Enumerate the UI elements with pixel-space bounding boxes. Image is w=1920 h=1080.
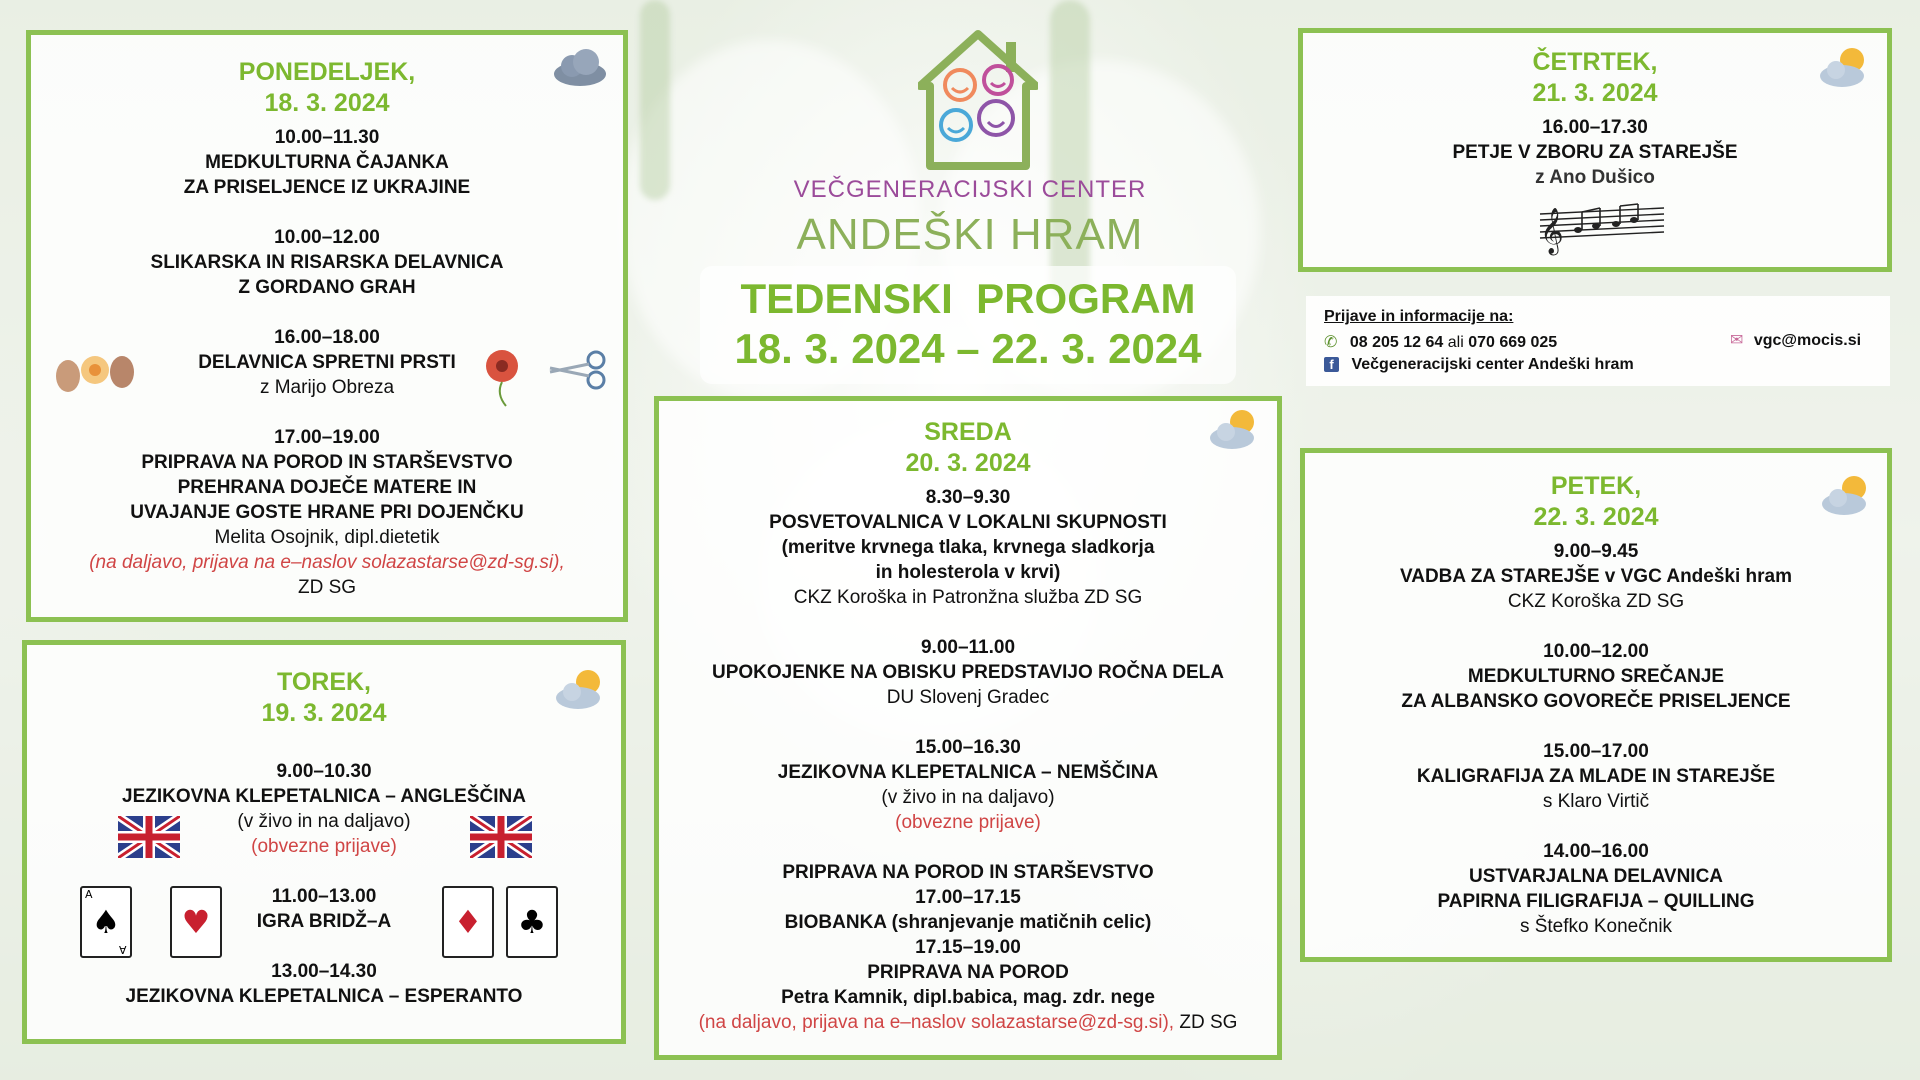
club-card-icon: ♣: [506, 886, 558, 958]
flower-thread-icon: [480, 346, 524, 408]
friday-event-4: [1305, 839, 1887, 939]
event-time: 16.00–17.30: [1542, 117, 1648, 138]
phone-number-2[interactable]: 070 669 025: [1468, 334, 1558, 351]
friday-event-2: [1305, 639, 1887, 714]
event-time: 14.00–16.00: [1543, 841, 1649, 862]
sun-cloud-icon: [1818, 470, 1878, 520]
event-title: BIOBANKA (shranjevanje matičnih celic): [784, 912, 1152, 933]
monday-event-2: [31, 225, 623, 300]
event-time: 15.00–16.30: [915, 737, 1021, 758]
event-title: PAPIRNA FILIGRAFIJA – QUILLING: [1437, 891, 1755, 912]
logo-line2: ANDEŠKI HRAM: [796, 210, 1144, 259]
svg-text:𝄞: 𝄞: [1540, 208, 1564, 254]
event-title: ZA ALBANSKO GOVOREČE PRISELJENCE: [1401, 691, 1791, 712]
event-time: 16.00–18.00: [274, 327, 380, 348]
wednesday-event-2: [659, 635, 1277, 710]
sun-cloud-icon: [552, 664, 612, 714]
tuesday-event-3: [27, 959, 621, 1009]
phone-separator: ali: [1447, 334, 1464, 351]
spade-card-icon: A ♠ A: [80, 886, 132, 958]
music-notes-icon: [1534, 200, 1668, 256]
event-host: z Marijo Obreza: [259, 377, 395, 398]
thursday-event-1: [1303, 115, 1887, 190]
heart-card-icon: ♥: [170, 886, 222, 958]
event-host: z Ano Dušico: [1535, 167, 1655, 188]
program-title-line1: TEDENSKI PROGRAM: [740, 275, 1196, 322]
uk-flag-icon: [118, 816, 180, 858]
event-title: KALIGRAFIJA ZA MLADE IN STAREJŠE: [1416, 766, 1776, 787]
monday-event-4: [31, 425, 623, 600]
tuesday-box: [22, 640, 626, 1044]
wednesday-date: 20. 3. 2024: [905, 449, 1031, 477]
event-title: JEZIKOVNA KLEPETALNICA – NEMŠČINA: [777, 762, 1159, 783]
event-time: 10.00–11.30: [274, 127, 380, 148]
event-time: 13.00–14.30: [271, 961, 377, 982]
event-time: 11.00–13.00: [271, 886, 377, 907]
mail-icon: ✉: [1730, 330, 1744, 349]
monday-event-1: [31, 125, 623, 200]
event-note: (na daljavo, prijava na e–naslov solazastarse@zd-sg.si),: [89, 552, 565, 573]
monday-day: PONEDELJEK,: [238, 58, 416, 86]
event-time: 17.00–17.15: [915, 887, 1021, 908]
event-organizer: CKZ Koroška ZD SG: [1507, 591, 1685, 612]
email-link[interactable]: vgc@mocis.si: [1753, 332, 1862, 349]
friday-event-1: [1305, 539, 1887, 614]
event-title: PETJE V ZBORU ZA STAREJŠE: [1452, 142, 1738, 163]
friday-event-3: [1305, 739, 1887, 814]
event-title: (meritve krvnega tlaka, krvnega sladkorja: [781, 537, 1155, 558]
facebook-row: [1324, 356, 1634, 374]
thursday-date: 21. 3. 2024: [1532, 79, 1658, 107]
sun-cloud-icon: [1206, 404, 1266, 454]
event-title: IGRA BRIDŽ–A: [256, 911, 392, 932]
event-host: Melita Osojnik, dipl.dietetik: [214, 527, 440, 548]
event-note: (obvezne prijave): [895, 812, 1041, 833]
event-mode: (v živo in na daljavo): [237, 811, 411, 832]
event-title: MEDKULTURNA ČAJANKA: [205, 152, 449, 173]
event-host: s Štefko Konečnik: [1519, 916, 1673, 937]
facebook-link[interactable]: Večgeneracijski center Andeški hram: [1351, 356, 1634, 373]
event-time: 15.00–17.00: [1543, 741, 1649, 762]
event-title: POSVETOVALNICA V LOKALNI SKUPNOSTI: [769, 512, 1167, 533]
flower-hands-icon: [54, 346, 136, 396]
scissors-icon: [546, 350, 608, 390]
wednesday-event-3: [659, 735, 1277, 835]
event-organizer: CKZ Koroška in Patronžna služba ZD SG: [793, 587, 1143, 608]
diamond-card-icon: ♦: [442, 886, 494, 958]
program-title-dates: 18. 3. 2024 – 22. 3. 2024: [734, 325, 1202, 372]
card-rank: A: [119, 943, 127, 956]
event-title: MEDKULTURNO SREČANJE: [1467, 666, 1725, 687]
program-title: [700, 266, 1236, 384]
contact-heading: Prijave in informacije na:: [1324, 308, 1514, 325]
event-title: JEZIKOVNA KLEPETALNICA – ANGLEŠČINA: [122, 786, 526, 807]
event-title: PRIPRAVA NA POROD IN STARŠEVSTVO: [141, 452, 513, 473]
event-title: PRIPRAVA NA POROD: [867, 962, 1069, 983]
event-title: ZA PRISELJENCE IZ UKRAJINE: [183, 177, 471, 198]
sun-cloud-icon: [1816, 42, 1876, 92]
event-title: UVAJANJE GOSTE HRANE PRI DOJENČKU: [130, 502, 524, 523]
event-title: in holesterola v krvi): [875, 562, 1061, 583]
wednesday-event-1: [659, 485, 1277, 610]
event-note-row: [659, 1010, 1277, 1035]
event-note: (na daljavo, prijava na e–naslov solazastarse@zd-sg.si),: [698, 1012, 1175, 1033]
event-mode: (v živo in na daljavo): [881, 787, 1055, 808]
event-time: 8.30–9.30: [925, 487, 1011, 508]
event-title: Z GORDANO GRAH: [238, 277, 416, 298]
event-time: 9.00–11.00: [920, 637, 1016, 658]
contact-info: [1306, 296, 1890, 386]
wednesday-day: SREDA: [924, 418, 1012, 446]
event-title: VADBA ZA STAREJŠE v VGC Andeški hram: [1399, 566, 1793, 587]
event-organizer: ZD SG: [1174, 1012, 1238, 1033]
logo-line1: VEČGENERACIJSKI CENTER: [793, 176, 1147, 203]
event-note: (obvezne prijave): [251, 836, 397, 857]
wednesday-event-4: [659, 860, 1277, 1035]
monday-box: [26, 30, 628, 622]
thursday-day: ČETRTEK,: [1532, 48, 1658, 76]
friday-date: 22. 3. 2024: [1533, 503, 1659, 531]
event-organizer: ZD SG: [297, 577, 357, 598]
house-logo-icon: [918, 30, 1038, 170]
cloud-icon: [550, 42, 610, 92]
friday-day: PETEK,: [1550, 472, 1642, 500]
email-row: [1730, 330, 1861, 350]
monday-date: 18. 3. 2024: [264, 89, 390, 117]
card-rank: A: [85, 888, 93, 901]
event-title: JEZIKOVNA KLEPETALNICA – ESPERANTO: [125, 986, 523, 1007]
event-title: DELAVNICA SPRETNI PRSTI: [198, 352, 456, 373]
phone-number-1[interactable]: 08 205 12 64: [1349, 334, 1444, 351]
event-time: 10.00–12.00: [1543, 641, 1649, 662]
event-time: 10.00–12.00: [274, 227, 380, 248]
event-time: 17.00–19.00: [274, 427, 380, 448]
event-title: SLIKARSKA IN RISARSKA DELAVNICA: [150, 252, 504, 273]
phone-row: [1324, 332, 1557, 352]
event-title: PRIPRAVA NA POROD IN STARŠEVSTVO: [782, 862, 1154, 883]
event-host: Petra Kamnik, dipl.babica, mag. zdr. nege: [781, 987, 1155, 1008]
wednesday-box: [654, 396, 1282, 1060]
event-host: s Klaro Virtič: [1542, 791, 1650, 812]
facebook-icon: f: [1324, 357, 1339, 372]
tuesday-date: 19. 3. 2024: [261, 699, 387, 727]
friday-box: [1300, 448, 1892, 962]
phone-icon: ✆: [1324, 332, 1338, 351]
event-time: 9.00–10.30: [276, 761, 372, 782]
event-title: UPOKOJENKE NA OBISKU PREDSTAVIJO ROČNA DELA: [712, 662, 1224, 683]
uk-flag-icon: [470, 816, 532, 858]
event-organizer: DU Slovenj Gradec: [886, 687, 1050, 708]
event-time: 17.15–19.00: [915, 937, 1021, 958]
tuesday-day: TOREK,: [277, 668, 371, 696]
event-title: PREHRANA DOJEČE MATERE IN: [177, 477, 477, 498]
background-stem: [640, 0, 670, 200]
event-title: USTVARJALNA DELAVNICA: [1468, 866, 1724, 887]
event-time: 9.00–9.45: [1553, 541, 1639, 562]
